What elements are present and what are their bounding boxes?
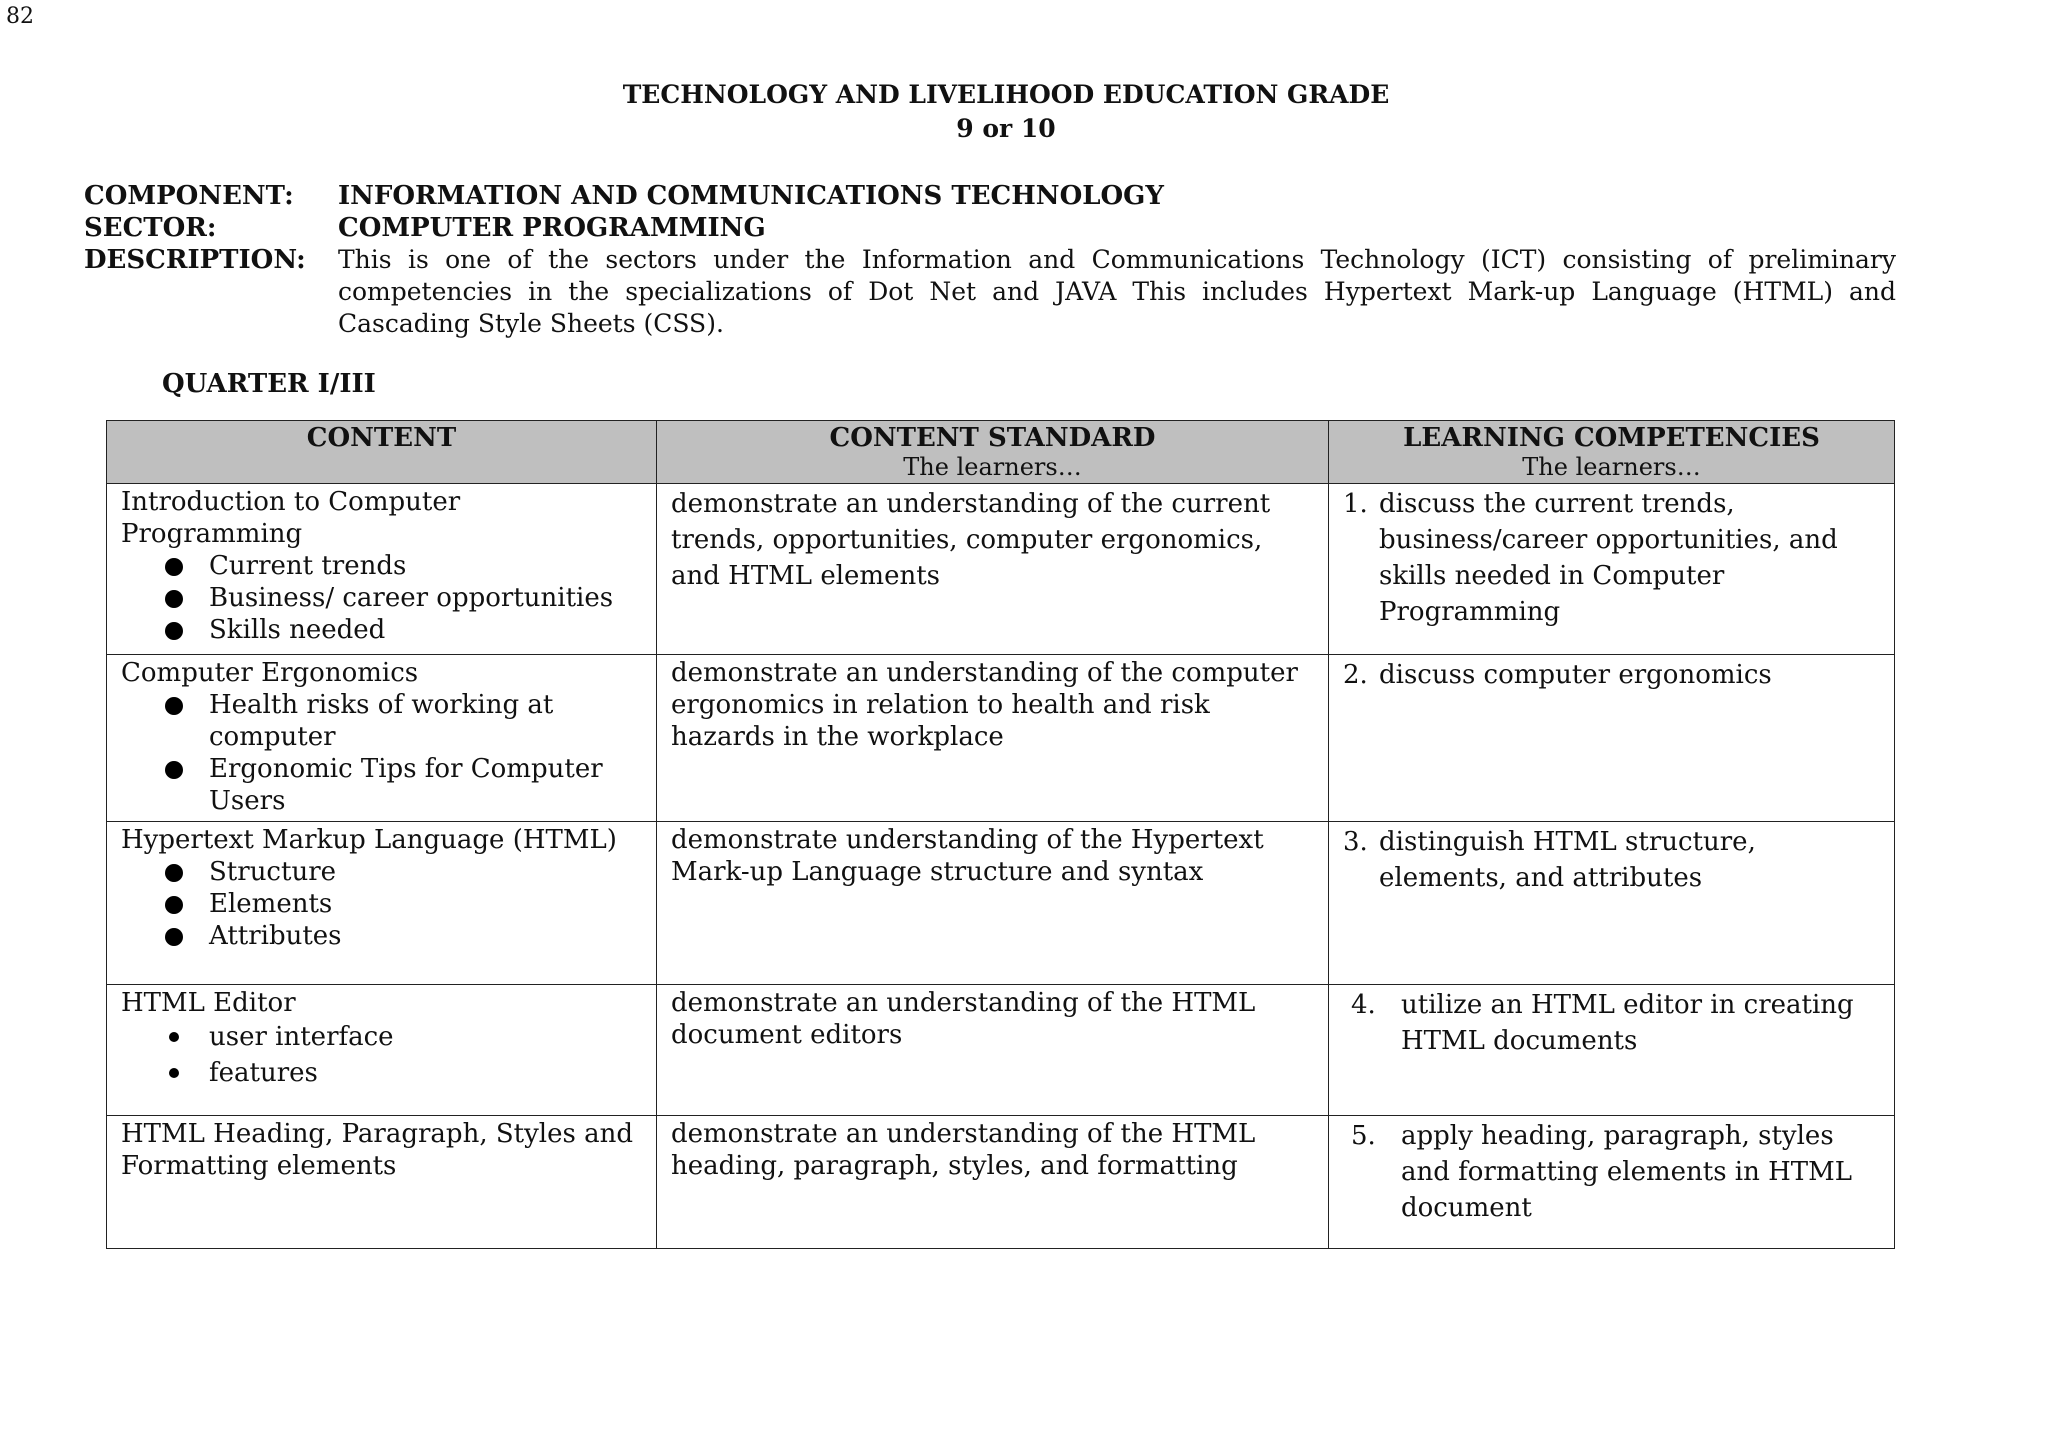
- page-number: 82: [6, 4, 34, 29]
- content-bullets: [121, 550, 642, 646]
- competency-text: distinguish HTML structure, elements, and attributes: [1379, 827, 1756, 893]
- content-standard-text: demonstrate an understanding of the computer ergonomics in relation to health and risk hazards in the workplace: [671, 658, 1298, 752]
- content-standard-text: demonstrate an understanding of the HTML heading, paragraph, styles, and formatting: [671, 1119, 1256, 1181]
- standard-cell: [657, 1116, 1329, 1249]
- competency-number: 1.: [1343, 489, 1368, 519]
- bullet-icon: [169, 1032, 179, 1042]
- bullet-item: [165, 753, 642, 817]
- bullet-item: [165, 614, 642, 646]
- content-bullets: [121, 1019, 642, 1091]
- sector-label: SECTOR:: [84, 213, 217, 243]
- bullet-text: Ergonomic Tips for Computer Users: [209, 754, 603, 816]
- title-line-1: TECHNOLOGY AND LIVELIHOOD EDUCATION GRADE: [622, 80, 1390, 109]
- standard-cell: [657, 822, 1329, 985]
- header-content: [107, 421, 657, 484]
- content-bullets: [121, 689, 642, 817]
- content-cell: [107, 484, 657, 655]
- header-competencies-sub: The learners…: [1522, 453, 1701, 481]
- content-cell: [107, 985, 657, 1116]
- bullet-item: [165, 1055, 642, 1091]
- description-value: This is one of the sectors under the Information and Communications Technology (ICT) consisting of preliminary competencies in the specializations of Dot Net and JAVA This includes Hypertext Mark-up Language (HTML) and Cascading Style Sheets (CSS).: [338, 245, 1896, 338]
- content-title: Introduction to Computer Programming: [121, 487, 461, 549]
- competency-text: apply heading, paragraph, styles and formatting elements in HTML document: [1401, 1121, 1853, 1223]
- bullet-icon: [165, 697, 183, 715]
- component-row: [84, 180, 1896, 212]
- bullet-item: [165, 689, 642, 753]
- content-title: HTML Editor: [121, 988, 296, 1018]
- bullet-item: [165, 856, 642, 888]
- bullet-icon: [165, 558, 183, 576]
- competency-text: utilize an HTML editor in creating HTML documents: [1401, 990, 1854, 1056]
- bullet-icon: [165, 928, 183, 946]
- content-title: Hypertext Markup Language (HTML): [121, 825, 617, 855]
- competency-number: 4.: [1351, 990, 1376, 1020]
- content-cell: [107, 1116, 657, 1249]
- content-standard-text: demonstrate an understanding of the current trends, opportunities, computer ergonomics, and HTML elements: [671, 489, 1271, 591]
- competency-cell: [1329, 822, 1895, 985]
- bullet-item: [165, 888, 642, 920]
- content-cell: [107, 655, 657, 822]
- competency-item: [1343, 824, 1880, 896]
- bullet-text: Structure: [209, 857, 337, 887]
- standard-cell: [657, 484, 1329, 655]
- competency-text: discuss the current trends, business/career opportunities, and skills needed in Computer Programming: [1379, 489, 1838, 627]
- bullet-text: Health risks of working at computer: [209, 690, 554, 752]
- sector-row: [84, 212, 1896, 244]
- competency-item: [1343, 987, 1880, 1059]
- header-standard-sub: The learners…: [903, 453, 1082, 481]
- content-standard-text: demonstrate an understanding of the HTML document editors: [671, 988, 1256, 1050]
- header-competencies-label: LEARNING COMPETENCIES: [1403, 423, 1820, 453]
- standard-cell: [657, 985, 1329, 1116]
- curriculum-table: [106, 420, 1895, 1249]
- header-learning-competencies: [1329, 421, 1895, 484]
- header-content-standard: [657, 421, 1329, 484]
- competency-cell: [1329, 655, 1895, 822]
- bullet-icon: [165, 622, 183, 640]
- sector-value: COMPUTER PROGRAMMING: [338, 213, 766, 243]
- table-row: [107, 484, 1895, 655]
- table-row: [107, 822, 1895, 985]
- table-header-row: [107, 421, 1895, 484]
- bullet-text: features: [209, 1058, 318, 1088]
- bullet-text: Business/ career opportunities: [209, 583, 614, 613]
- competency-number: 2.: [1343, 660, 1368, 690]
- bullet-item: [165, 1019, 642, 1055]
- competency-number: 5.: [1351, 1121, 1376, 1151]
- content-cell: [107, 822, 657, 985]
- competency-item: [1343, 1118, 1880, 1226]
- bullet-text: Attributes: [209, 921, 342, 951]
- content-bullets: [121, 856, 642, 952]
- description-label: DESCRIPTION:: [84, 245, 306, 275]
- competency-item: [1343, 657, 1880, 693]
- competency-number: 3.: [1343, 827, 1368, 857]
- quarter-heading: QUARTER I/III: [162, 369, 376, 399]
- component-value: INFORMATION AND COMMUNICATIONS TECHNOLOGY: [338, 181, 1164, 211]
- bullet-icon: [165, 896, 183, 914]
- bullet-icon: [165, 761, 183, 779]
- standard-cell: [657, 655, 1329, 822]
- document-title: [0, 78, 2012, 146]
- bullet-item: [165, 582, 642, 614]
- competency-cell: [1329, 985, 1895, 1116]
- competency-cell: [1329, 484, 1895, 655]
- bullet-icon: [165, 864, 183, 882]
- bullet-text: Skills needed: [209, 615, 386, 645]
- document-meta: [84, 180, 1896, 340]
- competency-cell: [1329, 1116, 1895, 1249]
- bullet-icon: [169, 1068, 179, 1078]
- description-row: [84, 244, 1896, 340]
- table-row: [107, 985, 1895, 1116]
- table-row: [107, 655, 1895, 822]
- content-title: Computer Ergonomics: [121, 658, 419, 688]
- table-row: [107, 1116, 1895, 1249]
- competency-text: discuss computer ergonomics: [1379, 660, 1772, 690]
- bullet-item: [165, 550, 642, 582]
- bullet-icon: [165, 590, 183, 608]
- bullet-text: Elements: [209, 889, 333, 919]
- title-line-2: 9 or 10: [956, 114, 1056, 143]
- bullet-text: user interface: [209, 1022, 394, 1052]
- bullet-item: [165, 920, 642, 952]
- component-label: COMPONENT:: [84, 181, 294, 211]
- header-content-label: CONTENT: [306, 423, 457, 453]
- bullet-text: Current trends: [209, 551, 407, 581]
- content-title: HTML Heading, Paragraph, Styles and Formatting elements: [121, 1119, 634, 1181]
- competency-item: [1343, 486, 1880, 630]
- header-standard-label: CONTENT STANDARD: [829, 423, 1156, 453]
- content-standard-text: demonstrate understanding of the Hypertext Mark-up Language structure and syntax: [671, 825, 1264, 887]
